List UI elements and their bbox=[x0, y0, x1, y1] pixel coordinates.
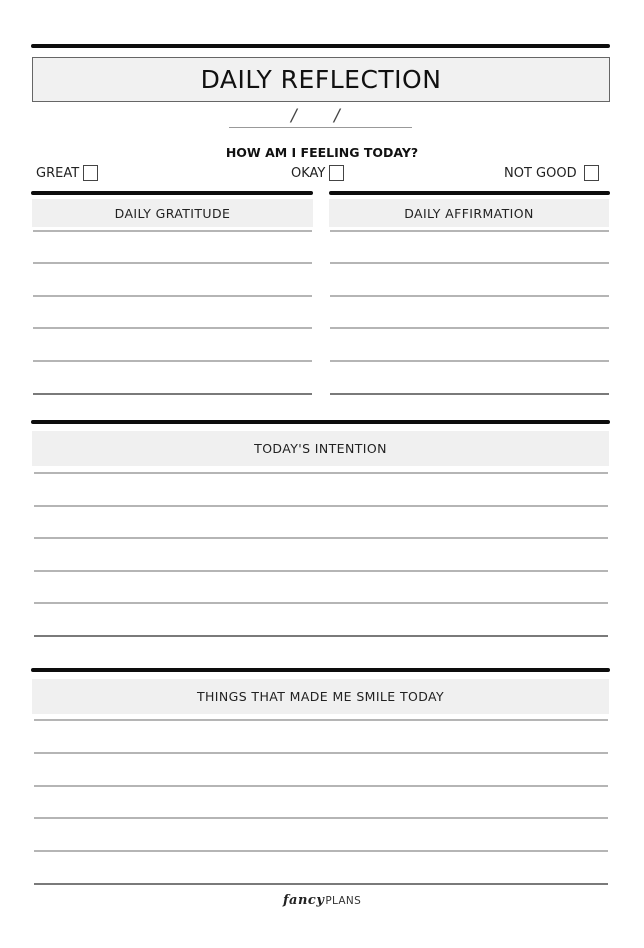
intention-title: TODAY'S INTENTION bbox=[254, 441, 387, 456]
writing-line[interactable] bbox=[33, 360, 312, 362]
date-field[interactable] bbox=[229, 127, 412, 128]
gratitude-title: DAILY GRATITUDE bbox=[114, 205, 231, 221]
brand-script: fancy bbox=[282, 893, 325, 908]
writing-line[interactable] bbox=[330, 295, 609, 297]
smile-title: THINGS THAT MADE ME SMILE TODAY bbox=[196, 689, 445, 704]
writing-line[interactable] bbox=[34, 817, 608, 819]
affirmation-title: DAILY AFFIRMATION bbox=[404, 205, 534, 221]
page-title-box bbox=[32, 57, 610, 102]
mood-label: NOT GOOD bbox=[504, 165, 577, 181]
writing-line[interactable] bbox=[34, 472, 608, 474]
writing-line[interactable] bbox=[34, 570, 608, 572]
affirmation-header bbox=[329, 199, 609, 227]
writing-line[interactable] bbox=[330, 327, 609, 329]
smile-divider bbox=[31, 668, 610, 672]
mood-option-not-good[interactable] bbox=[504, 165, 599, 181]
mood-label: OKAY bbox=[291, 165, 326, 181]
great-checkbox[interactable] bbox=[83, 165, 98, 181]
mood-option-great[interactable] bbox=[36, 165, 98, 181]
writing-line[interactable] bbox=[34, 785, 608, 787]
writing-line[interactable] bbox=[330, 262, 609, 264]
gratitude-header bbox=[32, 199, 313, 227]
date-separator: / bbox=[291, 106, 297, 126]
writing-line[interactable] bbox=[34, 602, 608, 604]
brand-logo bbox=[0, 893, 644, 908]
smile-header bbox=[32, 679, 609, 714]
brand-caps: PLANS bbox=[325, 895, 362, 907]
writing-line[interactable] bbox=[330, 230, 609, 232]
writing-line[interactable] bbox=[330, 360, 609, 362]
okay-checkbox[interactable] bbox=[329, 165, 344, 181]
writing-line[interactable] bbox=[34, 883, 608, 885]
mood-option-okay[interactable] bbox=[291, 165, 344, 181]
not-good-checkbox[interactable] bbox=[584, 165, 599, 181]
feeling-question: HOW AM I FEELING TODAY? bbox=[225, 145, 419, 160]
writing-line[interactable] bbox=[34, 850, 608, 852]
date-separator: / bbox=[334, 106, 340, 126]
top-divider bbox=[31, 44, 610, 48]
writing-line[interactable] bbox=[33, 295, 312, 297]
writing-line[interactable] bbox=[330, 393, 609, 395]
page-title: DAILY REFLECTION bbox=[200, 65, 442, 94]
writing-line[interactable] bbox=[34, 635, 608, 637]
writing-line[interactable] bbox=[33, 230, 312, 232]
intention-header bbox=[32, 431, 609, 466]
writing-line[interactable] bbox=[33, 393, 312, 395]
gratitude-divider bbox=[31, 191, 313, 195]
intention-divider bbox=[31, 420, 610, 424]
writing-line[interactable] bbox=[33, 262, 312, 264]
affirmation-divider bbox=[329, 191, 610, 195]
writing-line[interactable] bbox=[34, 537, 608, 539]
writing-line[interactable] bbox=[34, 719, 608, 721]
writing-line[interactable] bbox=[33, 327, 312, 329]
mood-label: GREAT bbox=[36, 165, 80, 181]
writing-line[interactable] bbox=[34, 505, 608, 507]
writing-line[interactable] bbox=[34, 752, 608, 754]
